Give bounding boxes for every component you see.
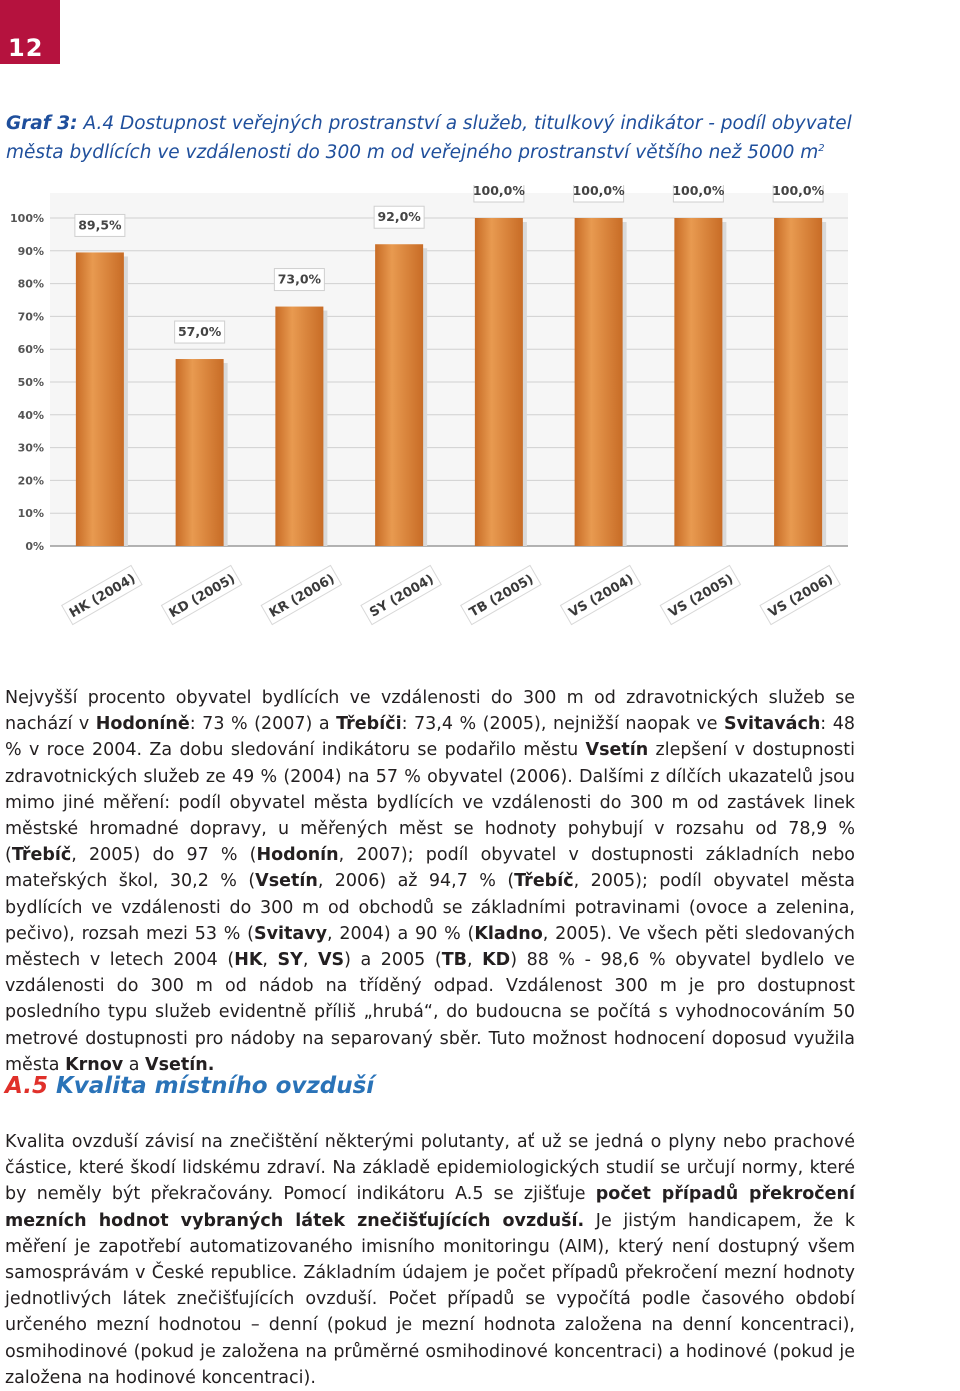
bar: [76, 252, 124, 546]
category-label-group: [461, 565, 541, 624]
text-run: Je jistým handicapem, že k měření je zapotřebí automatizovaného imisního monitoringu (AIM), který není dostupný všem samosprávám v České republice. Základním údajem je počet případů překročení mezní hodnoty jednotlivých látek znečišťujících ovzduší. Počet případů se vypočítá podle časového období určeného mezní hodnotou – denní (pokud je mezní hodnota založena na denní koncentraci), osmihodinové (pokud je založena na průměrné osmihodinové koncentraci) a hodinové (pokud je založena na hodinové koncentraci).: [5, 1210, 855, 1388]
text-run: : 73 % (2007) a: [189, 714, 337, 735]
bold-term: Svitavách: [724, 714, 821, 735]
bold-term: Vsetín.: [145, 1054, 215, 1075]
y-tick-label: 80%: [17, 277, 44, 291]
bold-term: KD: [482, 950, 511, 971]
bar: [275, 307, 323, 546]
bold-term: Hodoníně: [95, 714, 190, 735]
text-run: , 2005); podíl obyvatel města bydlících ve vzdálenosti do 300 m od obchodů se základními potravinami (ovoce a zelenina, pečivo), rozsah mezi 53 % (: [5, 871, 855, 944]
page-number-tab: [0, 0, 60, 64]
bold-term: VS: [317, 950, 345, 971]
y-tick-label: 10%: [17, 507, 44, 521]
category-label-group: [560, 565, 640, 624]
section-number: A.5: [5, 1073, 48, 1099]
paragraph-health-services: [5, 685, 855, 1078]
y-tick-label: 90%: [17, 244, 44, 258]
category-label: SY (2004): [367, 571, 437, 621]
category-label-group: [161, 565, 241, 624]
bold-term: TB: [441, 950, 467, 971]
value-label: 100,0%: [672, 185, 725, 198]
text-run: Kvalita ovzduší závisí na znečištění některými polutanty, ať už se jedná o plyny nebo prachové částice, které škodí lidskému zdraví. Na základě epidemiologických studií se určují normy, které by neměly být překračovány. Pomocí indikátoru A.5 se zjišťuje: [5, 1132, 855, 1205]
text-run: Nejvyšší procento obyvatel bydlících ve vzdálenosti do 300 m od zdravotnických služeb se nachází v: [5, 688, 855, 735]
text-run: , 2005) do 97 % (: [71, 845, 257, 866]
y-tick-label: 50%: [17, 376, 44, 389]
paragraph-air-quality: [5, 1129, 855, 1391]
y-tick-label: 70%: [17, 310, 44, 324]
y-tick-label: 30%: [17, 441, 44, 455]
section-heading: [5, 1073, 374, 1099]
y-tick-label: 0%: [25, 540, 44, 553]
value-label: 92,0%: [377, 209, 421, 225]
bar: [674, 218, 722, 546]
bold-term: Vsetín: [585, 740, 649, 761]
text-run: ) a 2005 (: [344, 950, 442, 971]
category-label-group: [660, 565, 740, 624]
bold-term: SY: [277, 950, 303, 971]
text-run: , 2007); podíl obyvatel v dostupnosti základních nebo mateřských škol, 30,2 % (: [5, 845, 856, 892]
text-run: ) 88 % - 98,6 % obyvatel bydlelo ve vzdálenosti do 300 m od nádob na tříděný odpad. Vzdálenost 300 m je pro dostupnost posledního typu služeb evidentně příliš „hrubá“, do budoucna se počítá s vyhodnocováním 50 metrové dostupnosti pro nádoby na separovaný sběr. Tuto možnost hodnocení doposud využila města: [5, 950, 855, 1075]
page-number: 12: [8, 34, 44, 62]
bold-term: Třebíči: [336, 714, 402, 735]
value-label: 100,0%: [572, 185, 625, 198]
bold-term: počet případů překročení mezních hodnot vybraných látek znečišťujících ovzduší.: [5, 1184, 855, 1231]
category-label: VS (2005): [666, 571, 737, 621]
category-label: VS (2006): [765, 571, 836, 621]
bold-term: Vsetín: [255, 871, 318, 892]
y-tick-label: 60%: [17, 343, 44, 357]
category-label: HK (2004): [67, 571, 139, 622]
bold-term: Hodonín: [256, 845, 339, 866]
category-label-group: [261, 565, 341, 624]
bar: [475, 218, 523, 546]
text-run: ,: [262, 950, 278, 971]
text-run: ,: [466, 950, 483, 971]
y-tick-label: 20%: [17, 474, 44, 488]
figure-caption: [6, 111, 886, 165]
text-run: : 73,4 % (2005), nejnižší naopak ve: [401, 714, 725, 735]
text-run: , 2005). Ve všech pěti sledovaných městech v letech 2004 (: [5, 923, 855, 971]
caption-superscript: 2: [818, 143, 825, 154]
category-label-group: [760, 565, 840, 624]
category-label: TB (2005): [466, 571, 537, 621]
text-run: ,: [302, 950, 318, 971]
y-tick-label: 100%: [10, 212, 44, 225]
bold-term: Třebíč: [514, 871, 574, 892]
value-label: 100,0%: [772, 185, 825, 198]
text-run: a: [123, 1054, 146, 1075]
value-label: 57,0%: [177, 324, 222, 340]
caption-text: A.4 Dostupnost veřejných prostranství a služeb, titulkový indikátor - podíl obyvatel města bydlících ve vzdálenosti do 300 m od veřejného prostranství většího než 5000 m: [6, 113, 852, 164]
category-label-group: [62, 565, 142, 624]
bar-chart: [0, 185, 860, 655]
value-label: 89,5%: [78, 217, 122, 233]
bold-term: Kladno: [474, 923, 543, 944]
bar: [176, 359, 224, 546]
value-label: 100,0%: [472, 185, 525, 198]
bar: [575, 218, 623, 546]
bold-term: Svitavy: [254, 923, 328, 944]
category-label-group: [361, 565, 441, 624]
category-label: VS (2004): [566, 571, 637, 621]
value-label: 73,0%: [277, 271, 322, 287]
category-label: KD (2005): [166, 571, 238, 622]
bar: [774, 218, 822, 546]
text-run: zlepšení v dostupnosti zdravotnických služeb ze 49 % (2004) na 57 % obyvatel (2006). Dalšími z dílčích ukazatelů jsou mimo jiné měření: podíl obyvatel města bydlících ve vzdálenosti do 300 m od zastávek linek městské hromadné dopravy, u měřených měst se hodnoty pohybují v rozsahu od 78,9 % (: [5, 740, 855, 866]
plot-area: [50, 193, 848, 546]
text-run: : 48 % v roce 2004. Za dobu sledování indikátoru se podařilo městu: [5, 714, 855, 761]
category-label: KR (2006): [266, 571, 338, 621]
bold-term: Krnov: [65, 1054, 124, 1075]
text-run: , 2006) až 94,7 % (: [317, 871, 515, 892]
bold-term: Třebíč: [11, 845, 72, 866]
section-title: Kvalita místního ovzduší: [47, 1073, 375, 1099]
text-run: , 2004) a 90 % (: [327, 923, 475, 944]
y-tick-label: 40%: [17, 408, 44, 422]
bar: [375, 244, 423, 546]
caption-lead: Graf 3:: [6, 113, 78, 134]
bold-term: HK: [234, 950, 263, 971]
